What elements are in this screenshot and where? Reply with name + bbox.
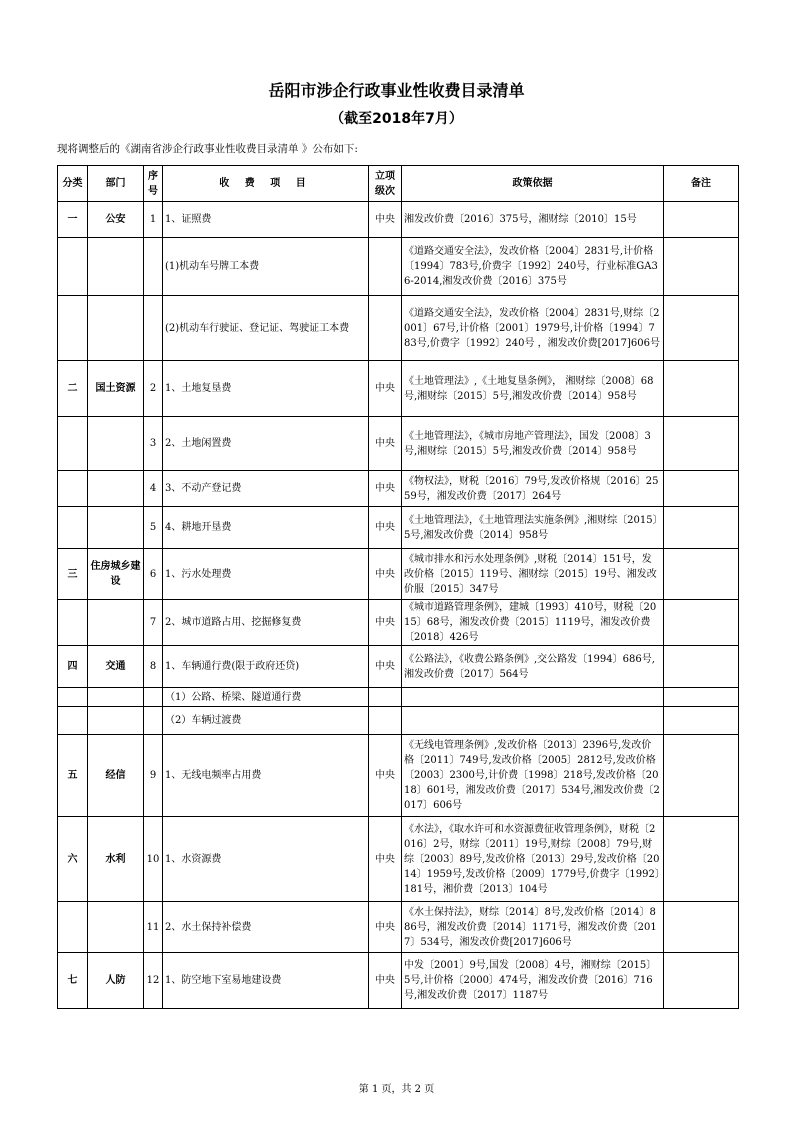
table-row (58, 361, 739, 417)
row-basis: 湘发改价费〔2016〕375号，湘财综〔2010〕15号 (402, 202, 664, 238)
table-row (58, 735, 739, 817)
row-level: 中央 (369, 817, 402, 902)
table-row (58, 953, 739, 1009)
row-item: 2、土地闲置费 (163, 417, 369, 471)
row-seq (144, 688, 163, 707)
row-seq: 9 (144, 735, 163, 817)
table-row (58, 817, 739, 902)
row-category (58, 688, 88, 707)
row-seq: 4 (144, 471, 163, 507)
row-category (58, 707, 88, 735)
row-level: 中央 (369, 735, 402, 817)
row-basis: 《水法》，《取水许可和水资源费征收管理条例》，财税〔2016〕2号，财综〔2011〕19号,财综〔2008〕79号,财综〔2003〕89号,发改价格〔2013〕29号,发改价格〔2014〕1959号,发改价格〔2009〕1779号,价费字〔1992〕181号，湘价费〔2013〕104号 (402, 817, 664, 902)
header-item: 收 费 项 目 (163, 166, 369, 202)
page-title: 岳阳市涉企行政事业性收费目录清单 (268, 81, 525, 100)
table-row (58, 549, 739, 600)
row-category: 二 (58, 361, 88, 417)
row-remark (664, 238, 739, 296)
row-department: 人防 (88, 953, 144, 1009)
table-header-row (58, 166, 739, 202)
page-subtitle: （截至2018年7月） (330, 111, 463, 127)
intro-text: 现将调整后的《湖南省涉企行政事业性收费目录清单 》公布如下: (57, 143, 358, 155)
row-department: 公安 (88, 202, 144, 238)
row-remark (664, 549, 739, 600)
row-department (88, 707, 144, 735)
row-department (88, 600, 144, 646)
row-basis (402, 688, 664, 707)
row-seq: 1 (144, 202, 163, 238)
row-remark (664, 361, 739, 417)
page-footer: 第 1 页，共 2 页 (358, 1084, 435, 1095)
row-basis: 《土地管理法》，《城市房地产管理法》，国发〔2008〕3号,湘财综〔2015〕5号,湘发改价费〔2014〕958号 (402, 417, 664, 471)
row-category: 四 (58, 646, 88, 688)
fee-table (57, 165, 739, 1009)
row-seq: 8 (144, 646, 163, 688)
row-basis: 中发〔2001〕9号,国发〔2008〕4号，湘财综〔2015〕5号,计价格〔2000〕474号，湘发改价费〔2016〕716号,湘发改价费〔2017〕1187号 (402, 953, 664, 1009)
row-category: 三 (58, 549, 88, 600)
row-item: （1）公路、桥梁、隧道通行费 (163, 688, 369, 707)
row-remark (664, 688, 739, 707)
row-level: 中央 (369, 902, 402, 953)
row-level (369, 688, 402, 707)
row-department (88, 296, 144, 361)
row-department (88, 471, 144, 507)
row-item: 2、城市道路占用、挖掘修复费 (163, 600, 369, 646)
row-level (369, 296, 402, 361)
row-basis: 《城市排水和污水处理条例》,财税〔2014〕151号，发改价格〔2015〕119号、湘财综〔2015〕19号、湘发改价服〔2015〕347号 (402, 549, 664, 600)
row-category (58, 238, 88, 296)
row-item: (2)机动车行驶证、登记证、驾驶证工本费 (163, 296, 369, 361)
row-basis: 《道路交通安全法》，发改价格〔2004〕2831号,财综〔2001〕67号,计价格〔2001〕1979号,计价格〔1994〕783号,价费字〔1992〕240号 ，湘发改价费[2017]606号 (402, 296, 664, 361)
row-category: 七 (58, 953, 88, 1009)
row-basis: 《道路交通安全法》，发改价格〔2004〕2831号,计价格〔1994〕783号,价费字〔1992〕240号，行业标准GA36-2014,湘发改价费〔2016〕375号 (402, 238, 664, 296)
row-seq (144, 707, 163, 735)
row-basis: 《物权法》，财税〔2016〕79号,发改价格规〔2016〕2559号，湘发改价费〔2017〕264号 (402, 471, 664, 507)
row-remark (664, 817, 739, 902)
row-level: 中央 (369, 646, 402, 688)
row-basis: 《公路法》，《收费公路条例》,交公路发〔1994〕686号,湘发改价费〔2017〕564号 (402, 646, 664, 688)
row-item: (1)机动车号牌工本费 (163, 238, 369, 296)
row-item: （2）车辆过渡费 (163, 707, 369, 735)
row-level: 中央 (369, 417, 402, 471)
row-item: 1、土地复垦费 (163, 361, 369, 417)
row-level: 中央 (369, 361, 402, 417)
row-item: 2、水土保持补偿费 (163, 902, 369, 953)
table-row (58, 238, 739, 296)
row-seq: 5 (144, 507, 163, 549)
row-category (58, 417, 88, 471)
row-department: 交通 (88, 646, 144, 688)
row-department: 国土资源 (88, 361, 144, 417)
table-row (58, 600, 739, 646)
row-basis: 《土地管理法》，《土地管理法实施条例》,湘财综〔2015〕5号,湘发改价费〔2014〕958号 (402, 507, 664, 549)
row-remark (664, 507, 739, 549)
row-department: 住房城乡建设 (88, 549, 144, 600)
row-level: 中央 (369, 507, 402, 549)
table-row (58, 296, 739, 361)
row-category (58, 507, 88, 549)
row-level: 中央 (369, 549, 402, 600)
row-basis: 《城市道路管理条例》，建城〔1993〕410号，财税〔2015〕68号，湘发改价费〔2015〕1119号，湘发改价费〔2018〕426号 (402, 600, 664, 646)
row-item: 1、证照费 (163, 202, 369, 238)
row-remark (664, 600, 739, 646)
table-row (58, 688, 739, 707)
row-basis: 《无线电管理条例》,发改价格〔2013〕2396号,发改价格〔2011〕749号,发改价格〔2005〕2812号,发改价格〔2003〕2300号,计价费〔1998〕218号,发改价格〔2018〕601号，湘发改价费〔2017〕534号,湘发改价费〔2017〕606号 (402, 735, 664, 817)
row-basis (402, 707, 664, 735)
row-level (369, 238, 402, 296)
row-remark (664, 646, 739, 688)
header-level: 立项级次 (369, 166, 402, 202)
row-remark (664, 707, 739, 735)
table-row (58, 707, 739, 735)
row-seq: 7 (144, 600, 163, 646)
row-remark (664, 202, 739, 238)
row-level (369, 707, 402, 735)
row-seq: 2 (144, 361, 163, 417)
row-seq: 12 (144, 953, 163, 1009)
row-item: 4、耕地开垦费 (163, 507, 369, 549)
row-seq: 11 (144, 902, 163, 953)
row-category (58, 600, 88, 646)
row-category (58, 902, 88, 953)
row-department (88, 688, 144, 707)
row-department: 水利 (88, 817, 144, 902)
row-category: 五 (58, 735, 88, 817)
row-seq: 10 (144, 817, 163, 902)
row-seq (144, 238, 163, 296)
row-level: 中央 (369, 471, 402, 507)
row-category: 六 (58, 817, 88, 902)
row-department (88, 902, 144, 953)
row-category (58, 471, 88, 507)
row-seq: 3 (144, 417, 163, 471)
table-row (58, 417, 739, 471)
header-basis: 政策依据 (402, 166, 664, 202)
row-department (88, 238, 144, 296)
row-department (88, 507, 144, 549)
table-row (58, 646, 739, 688)
row-level: 中央 (369, 202, 402, 238)
header-seq: 序号 (144, 166, 163, 202)
row-item: 1、无线电频率占用费 (163, 735, 369, 817)
row-level: 中央 (369, 953, 402, 1009)
row-department (88, 417, 144, 471)
row-remark (664, 735, 739, 817)
header-department: 部门 (88, 166, 144, 202)
row-item: 1、水资源费 (163, 817, 369, 902)
header-category: 分类 (58, 166, 88, 202)
row-remark (664, 471, 739, 507)
row-remark (664, 902, 739, 953)
row-seq: 6 (144, 549, 163, 600)
header-remark: 备注 (664, 166, 739, 202)
row-basis: 《水土保持法》，财综〔2014〕8号,发改价格〔2014〕886号，湘发改价费〔2014〕1171号，湘发改价费〔2017〕534号，湘发改价费[2017]606号 (402, 902, 664, 953)
row-item: 1、防空地下室易地建设费 (163, 953, 369, 1009)
row-department: 经信 (88, 735, 144, 817)
row-remark (664, 417, 739, 471)
row-seq (144, 296, 163, 361)
table-body (58, 202, 739, 1009)
row-category (58, 296, 88, 361)
row-remark (664, 296, 739, 361)
table-row (58, 471, 739, 507)
row-item: 3、不动产登记费 (163, 471, 369, 507)
row-category: 一 (58, 202, 88, 238)
table-row (58, 202, 739, 238)
table-row (58, 507, 739, 549)
table-row (58, 902, 739, 953)
row-item: 1、污水处理费 (163, 549, 369, 600)
row-level: 中央 (369, 600, 402, 646)
row-basis: 《土地管理法》,《土地复垦条例》， 湘财综〔2008〕68号,湘财综〔2015〕5号,湘发改价费〔2014〕958号 (402, 361, 664, 417)
row-remark (664, 953, 739, 1009)
row-item: 1、车辆通行费(限于政府还贷) (163, 646, 369, 688)
